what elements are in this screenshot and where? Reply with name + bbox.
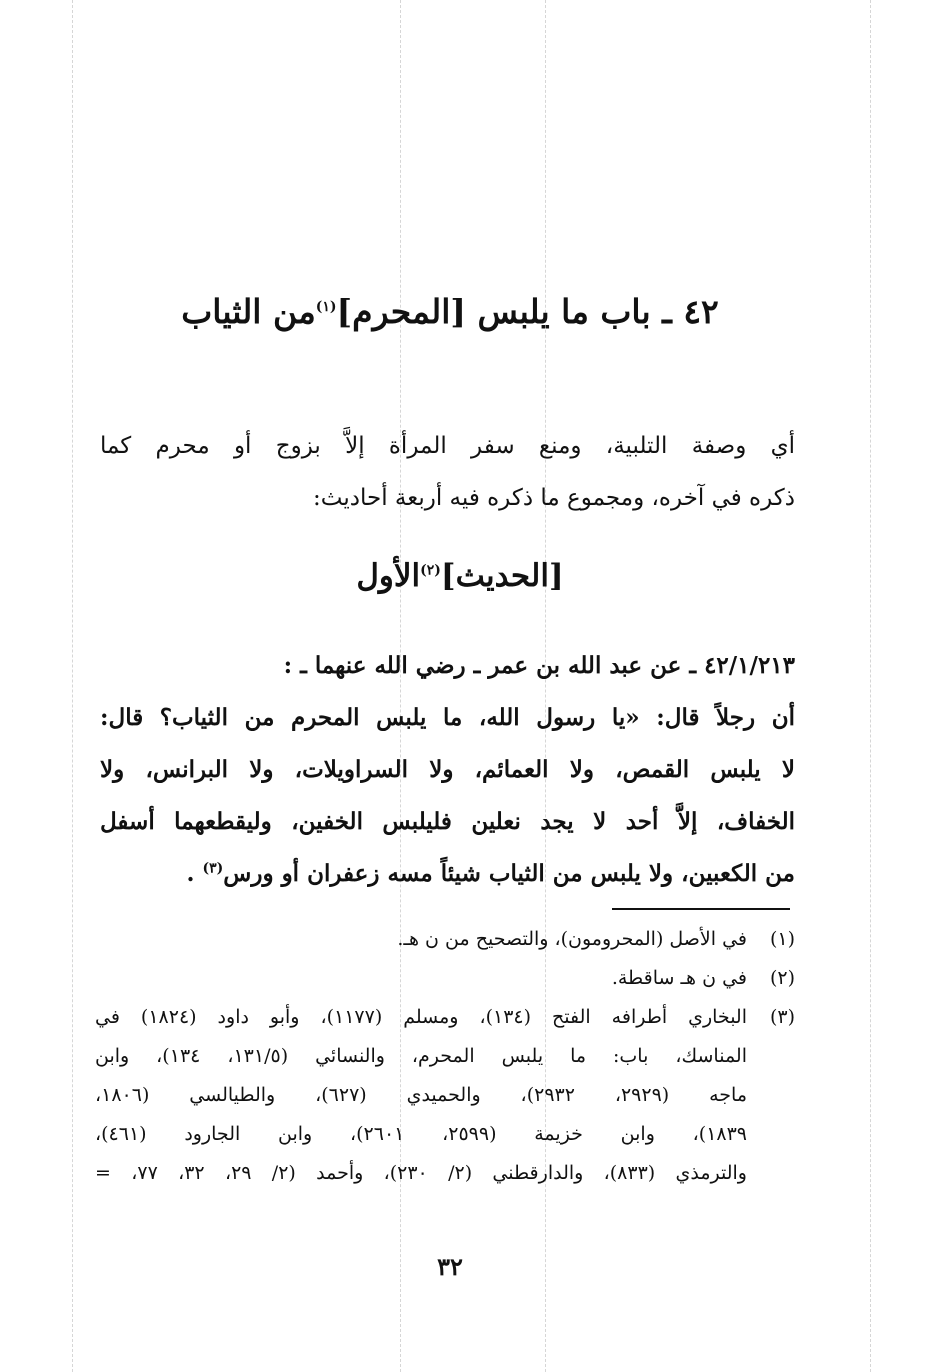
page-number: ٣٢: [437, 1252, 463, 1281]
footnote-line: ماجه (٢٩٢٩، ٢٩٣٢)، والحميدي (٦٢٧)، والطيالسي (١٨٠٦،: [95, 1084, 748, 1106]
footnote-number: (٣): [769, 1006, 795, 1028]
footnote-number: (١): [769, 928, 795, 950]
footnote-ref-1: (١): [315, 299, 337, 315]
hadith-line: أن رجلاً قال: «يا رسول الله، ما يلبس المحرم من الثياب؟ قال:: [100, 704, 795, 731]
footnote-text: [95, 959, 747, 998]
hadith-line: [100, 848, 795, 900]
footnote-text: [95, 920, 747, 959]
footnote-line: المناسك، باب: ما يلبس المحرم، والنسائي (١٣١/٥، ١٣٤)، وابن: [95, 1045, 747, 1067]
footnote-number: (٢): [769, 967, 795, 989]
chapter-title-end: من الثياب: [181, 292, 316, 331]
footnote-line: والترمذي (٨٣٣)، والدارقطني (٢/ ٢٣٠)، وأحمد (٢/ ٢٩، ٣٢، ٧٧، =: [95, 1162, 747, 1184]
footnote-ref-3: (٣): [202, 860, 224, 877]
footnote-ref-2: (٢): [420, 562, 441, 579]
footnote-line: في ن هـ ساقطة.: [611, 967, 747, 989]
scan-grid-line: [870, 0, 871, 1372]
footnote-line: في الأصل (المحرومون)، والتصحيح من ن هـ.: [397, 928, 747, 950]
footnote-2: [95, 959, 795, 998]
hadith-heading-end: الأول: [356, 558, 421, 594]
footnote-3: [95, 998, 795, 1193]
hadith-line-text: من الكعبين، ولا يلبس من الثياب شيئاً مسه زعفران أو ورس: [223, 860, 795, 887]
hadith-text: [100, 640, 795, 900]
footnotes: [95, 920, 795, 1193]
hadith-line: ٤٢/١/٢١٣ ـ عن عبد الله بن عمر ـ رضي الله عنهما ـ :: [283, 652, 795, 679]
footnote-text: [95, 998, 747, 1193]
intro-paragraph: [100, 420, 795, 524]
scan-grid-line: [72, 0, 73, 1372]
chapter-title: [150, 292, 750, 332]
hadith-line: الخفاف، إلاَّ أحد لا يجد نعلين فليلبس الخفين، وليقطعهما أسفل: [100, 808, 795, 835]
hadith-line: لا يلبس القمص، ولا العمائم، ولا السراويلات، ولا البرانس، ولا: [100, 756, 795, 783]
hadith-line-end: .: [186, 860, 195, 887]
hadith-heading-main: [الحديث]: [440, 558, 564, 594]
chapter-title-main: ٤٢ ـ باب ما يلبس [المحرم]: [336, 292, 719, 331]
footnote-line: ١٨٣٩)، وابن خزيمة (٢٥٩٩، ٢٦٠١)، وابن الجارود (٤٦١)،: [95, 1123, 748, 1145]
hadith-heading: [260, 558, 660, 594]
intro-line: ذكره في آخره، ومجموع ما ذكره فيه أربعة أحاديث:: [313, 485, 795, 511]
intro-line: أي وصفة التلبية، ومنع سفر المرأة إلاَّ بزوج أو محرم كما: [100, 433, 795, 459]
footnote-line: البخاري أطرافه الفتح (١٣٤)، ومسلم (١١٧٧)، وأبو داود (١٨٢٤) في: [95, 1006, 748, 1028]
footnote-divider: [612, 908, 790, 910]
footnote-1: [95, 920, 795, 959]
